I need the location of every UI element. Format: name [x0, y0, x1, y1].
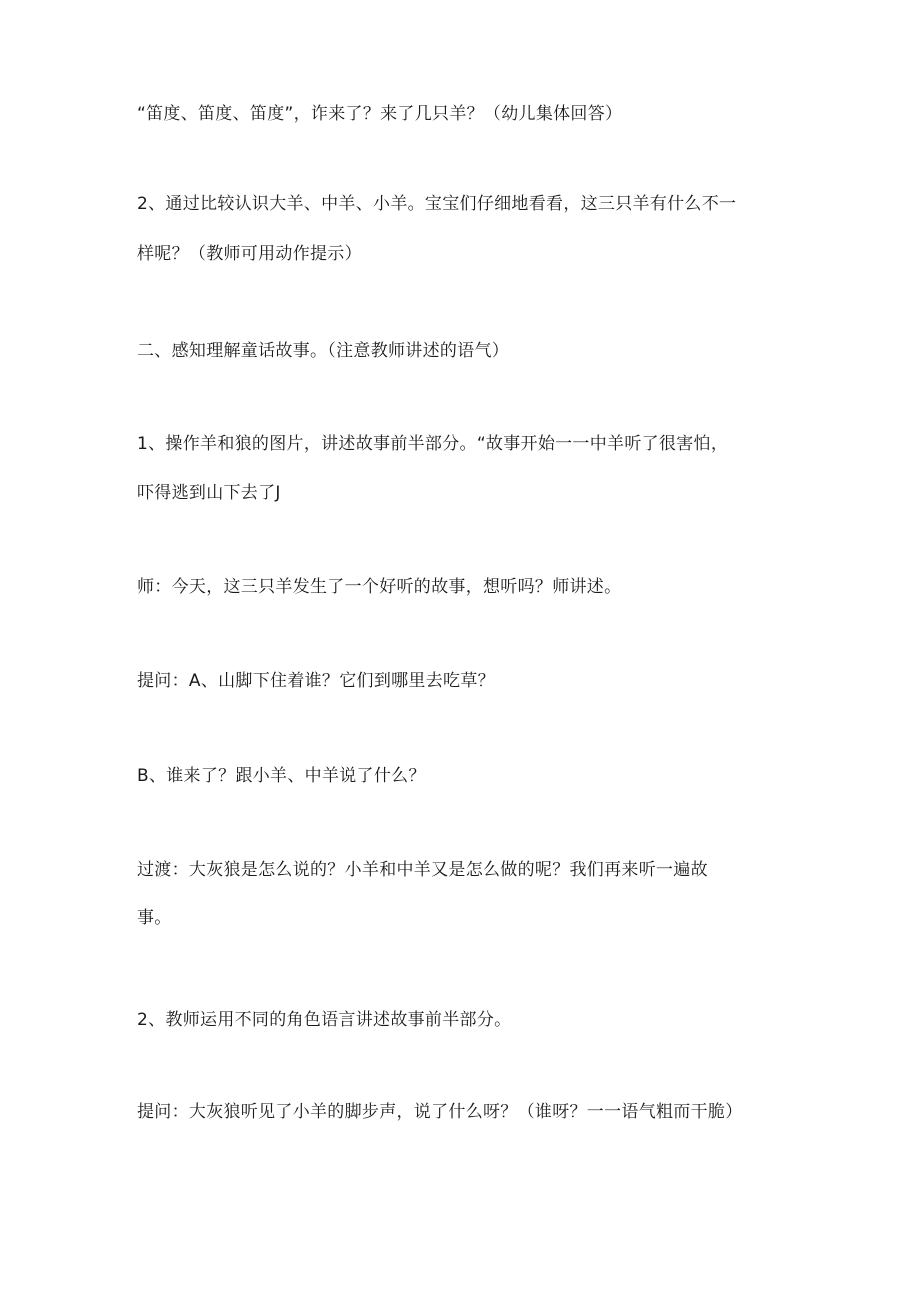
text-line-13: 提问：大灰狼听见了小羊的脚步声，说了什么呀？（谁呀？一一语气粗而干脆）: [137, 1102, 743, 1122]
text-line-10: 过渡：大灰狼是怎么说的？小羊和中羊又是怎么做的呢？我们再来听一遍故: [137, 860, 708, 880]
section-heading-2: 二、感知理解童话故事。（注意教师讲述的语气）: [137, 341, 510, 361]
text-line-8: 提问：A、山脚下住着谁？它们到哪里去吃草？: [137, 671, 495, 691]
text-line-2: 2、通过比较认识大羊、中羊、小羊。宝宝们仔细地看看，这三只羊有什么不一: [137, 194, 737, 214]
text-line-5: 1、操作羊和狼的图片，讲述故事前半部分。“故事开始一一中羊听了很害怕，: [137, 434, 729, 454]
text-line-3: 样呢？（教师可用动作提示）: [137, 244, 362, 264]
text-line-1: “笛度、笛度、笛度”，诈来了？来了几只羊？（幼儿集体回答）: [137, 104, 623, 124]
text-line-11: 事。: [137, 908, 172, 928]
text-line-7: 师：今天，这三只羊发生了一个好听的故事，想听吗？师讲述。: [137, 577, 622, 597]
text-line-6: 吓得逃到山下去了J: [137, 483, 281, 503]
text-line-12: 2、教师运用不同的角色语言讲述故事前半部分。: [137, 1010, 512, 1030]
text-line-9: B、谁来了？跟小羊、中羊说了什么？: [137, 766, 426, 786]
